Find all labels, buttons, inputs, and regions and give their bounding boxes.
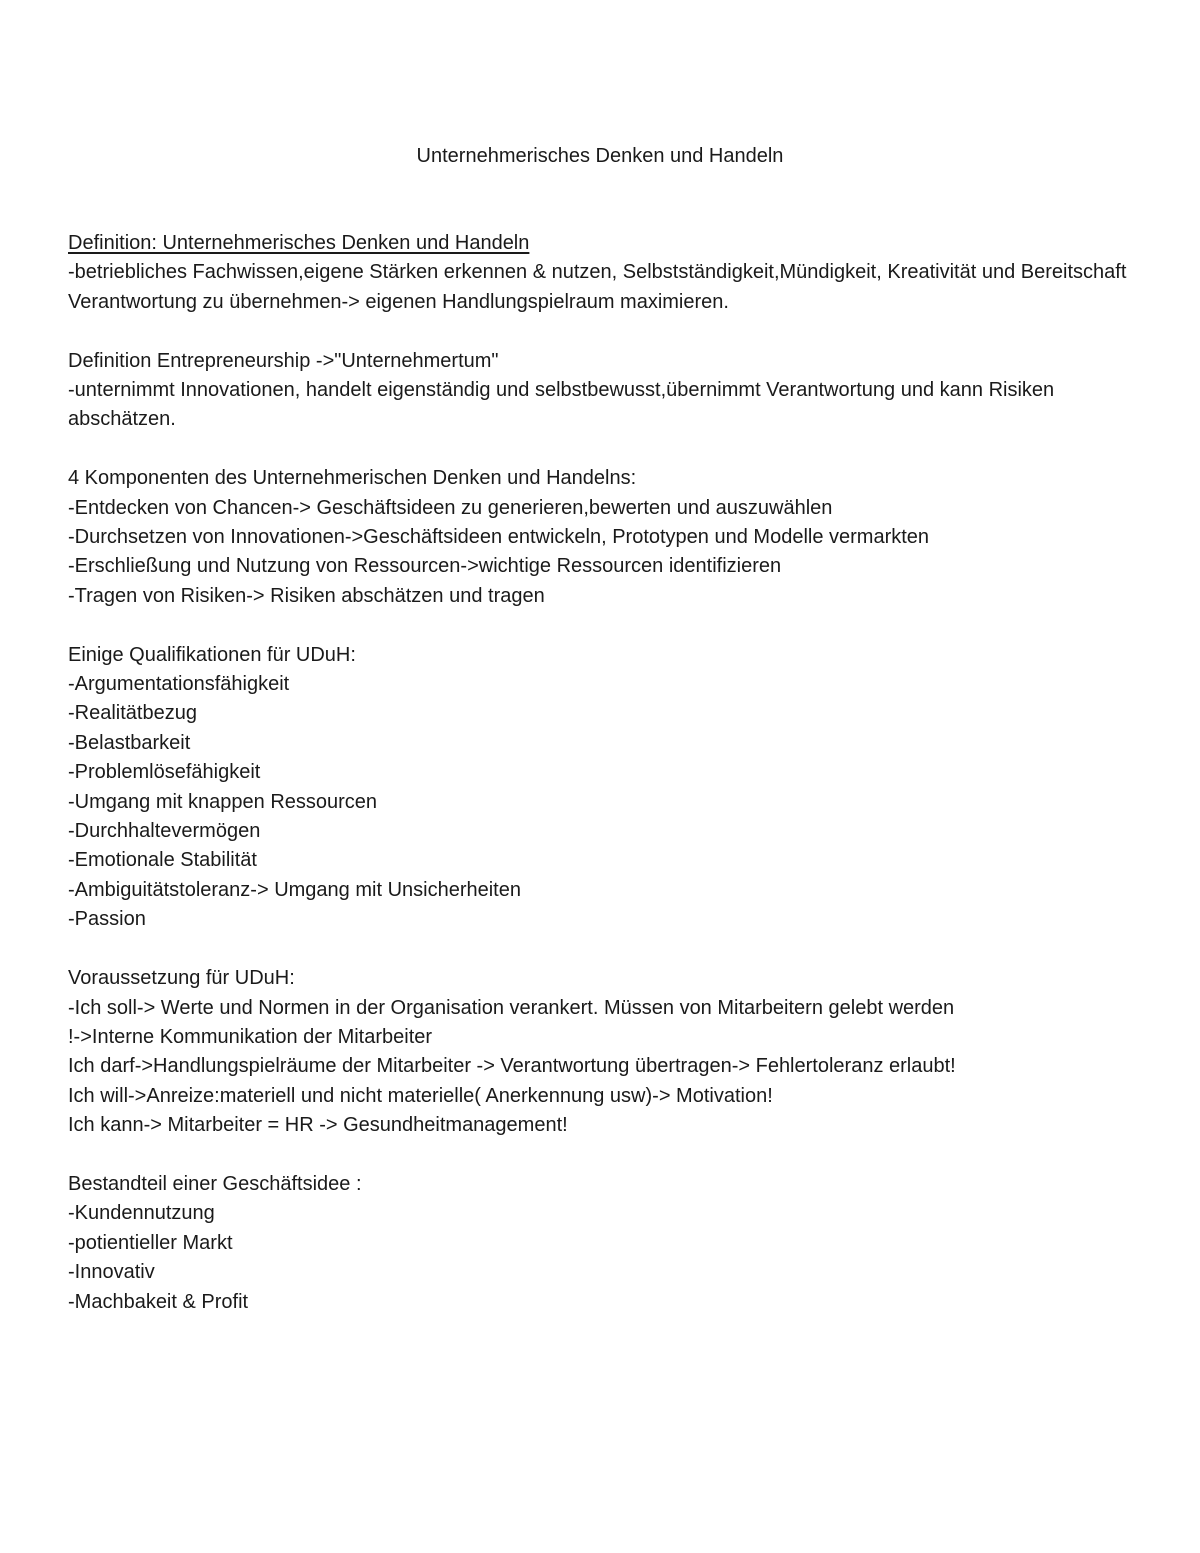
definition-text: -betriebliches Fachwissen,eigene Stärken erkennen & nutzen, Selbstständigkeit,Mündigkeit, Kreativität und Bereitschaft Verantwortung zu übernehmen-> eigenen Handlungspielraum maximieren. xyxy=(68,261,1127,313)
business-idea-heading: Bestandteil einer Geschäftsidee : xyxy=(68,1172,362,1195)
entrepreneurship-heading: Definition Entrepreneurship ->"Unternehmertum" xyxy=(68,349,499,372)
list-item: Ich kann-> Mitarbeiter = HR -> Gesundheitmanagement! xyxy=(68,1114,568,1137)
requirements-heading: Voraussetzung für UDuH: xyxy=(68,967,295,990)
list-item: Ich will->Anreize:materiell und nicht materielle( Anerkennung usw)-> Motivation! xyxy=(68,1084,773,1107)
components-heading: 4 Komponenten des Unternehmerischen Denken und Handelns: xyxy=(68,467,637,490)
spacer xyxy=(68,1141,1138,1170)
list-item: -Umgang mit knappen Ressourcen xyxy=(68,790,378,813)
list-item: -Realitätbezug xyxy=(68,702,197,725)
list-item: !->Interne Kommunikation der Mitarbeiter xyxy=(68,1025,433,1048)
list-item: -Kundennutzung xyxy=(68,1202,215,1225)
list-item: -Innovativ xyxy=(68,1261,155,1284)
list-item: -Durchsetzen von Innovationen->Geschäftsideen entwickeln, Prototypen und Modelle vermarkten xyxy=(68,526,930,549)
spacer xyxy=(68,435,1138,464)
list-item: -Belastbarkeit xyxy=(68,731,191,754)
definition-heading: Definition: Unternehmerisches Denken und Handeln xyxy=(68,232,530,254)
list-item: -Problemlösefähigkeit xyxy=(68,761,261,784)
qualifications-heading: Einige Qualifikationen für UDuH: xyxy=(68,643,356,666)
list-item: -potientieller Markt xyxy=(68,1231,233,1254)
spacer xyxy=(68,317,1138,346)
list-item: -Passion xyxy=(68,908,146,931)
list-item: -Tragen von Risiken-> Risiken abschätzen und tragen xyxy=(68,584,545,607)
list-item: -Ambiguitätstoleranz-> Umgang mit Unsicherheiten xyxy=(68,878,521,901)
list-item: -Erschließung und Nutzung von Ressourcen->wichtige Ressourcen identifizieren xyxy=(68,555,782,578)
list-item: -Entdecken von Chancen-> Geschäftsideen zu generieren,bewerten und auszuwählen xyxy=(68,496,833,519)
list-item: -Emotionale Stabilität xyxy=(68,849,257,872)
list-item: -Machbakeit & Profit xyxy=(68,1290,249,1313)
list-item: -Argumentationsfähigkeit xyxy=(68,673,290,696)
spacer xyxy=(68,611,1138,640)
document-title: Unternehmerisches Denken und Handeln xyxy=(416,145,784,167)
list-item: -Durchhaltevermögen xyxy=(68,820,261,843)
list-item: Ich darf->Handlungspielräume der Mitarbeiter -> Verantwortung übertragen-> Fehlertoleranz erlaubt! xyxy=(68,1055,956,1078)
entrepreneurship-text: -unternimmt Innovationen, handelt eigenständig und selbstbewusst,übernimmt Verantwortung und kann Risiken abschätzen. xyxy=(68,379,1055,431)
list-item: -Ich soll-> Werte und Normen in der Organisation verankert. Müssen von Mitarbeitern gelebt werden xyxy=(68,996,955,1019)
spacer xyxy=(68,935,1138,964)
document-body xyxy=(68,229,1138,1317)
